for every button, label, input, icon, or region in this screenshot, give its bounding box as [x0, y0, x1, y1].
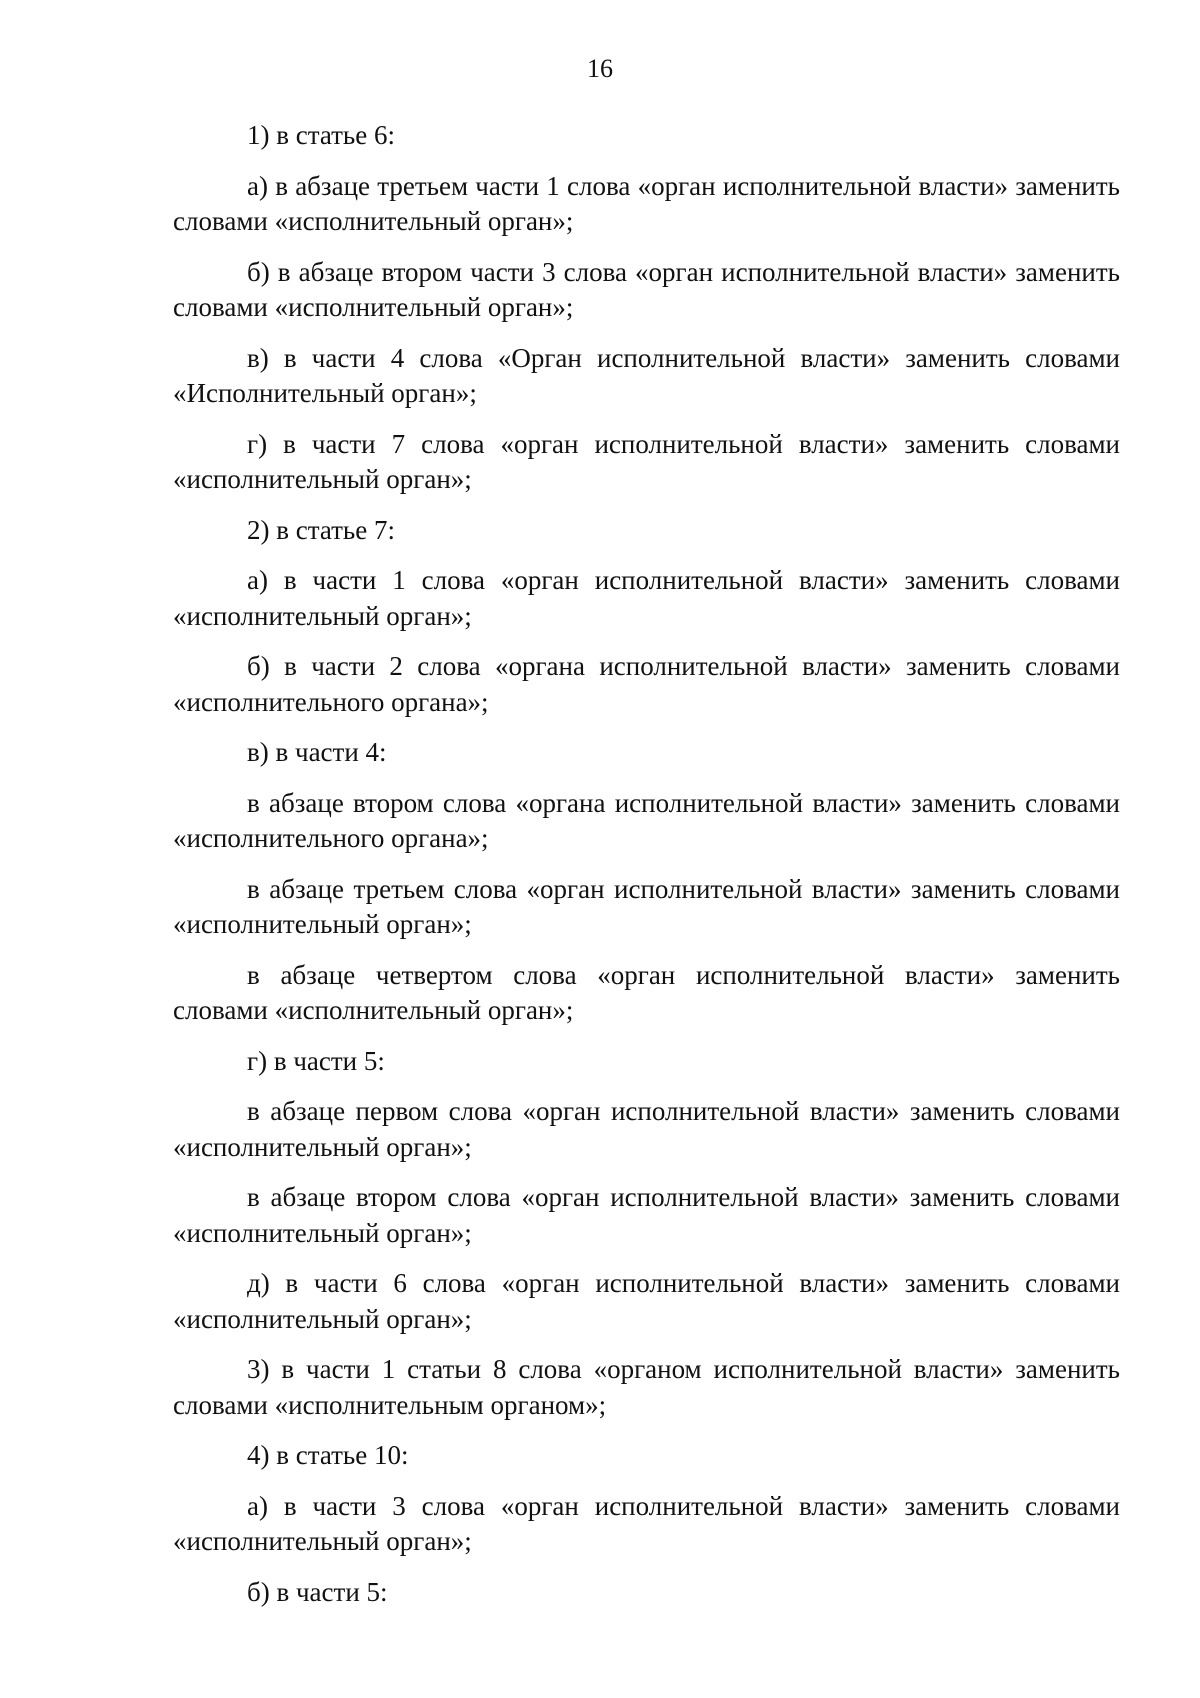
- paragraph: г) в части 7 слова «орган исполнительной власти» заменить словами «исполнительный орган»;: [173, 428, 1120, 494]
- paragraph: в абзаце втором слова «орган исполнительной власти» заменить словами «исполнительный орган»;: [173, 1182, 1120, 1248]
- paragraph: в абзаце первом слова «орган исполнительной власти» заменить словами «исполнительный орган»;: [173, 1096, 1120, 1162]
- page-number: 16: [587, 54, 613, 83]
- paragraph: г) в части 5:: [247, 1045, 385, 1076]
- paragraph: в абзаце третьем слова «орган исполнительной власти» заменить словами «исполнительный орган»;: [173, 873, 1120, 939]
- paragraph: в абзаце втором слова «органа исполнительной власти» заменить словами «исполнительного органа»;: [173, 787, 1120, 853]
- paragraph: 1) в статье 6:: [247, 120, 395, 150]
- paragraph: б) в части 5:: [247, 1576, 388, 1607]
- paragraph: д) в части 6 слова «орган исполнительной власти» заменить словами «исполнительный орган»;: [173, 1268, 1120, 1334]
- paragraph: б) в абзаце втором части 3 слова «орган исполнительной власти» заменить словами «исполнительный орган»;: [173, 256, 1120, 322]
- paragraph: в абзаце четвертом слова «орган исполнительной власти» заменить словами «исполнительный орган»;: [173, 959, 1120, 1025]
- paragraph: 4) в статье 10:: [247, 1440, 409, 1470]
- paragraph: а) в части 3 слова «орган исполнительной власти» заменить словами «исполнительный орган»;: [173, 1490, 1120, 1556]
- paragraph: 2) в статье 7:: [247, 514, 395, 545]
- document-body: [173, 118, 1120, 1610]
- paragraph: 3) в части 1 статьи 8 слова «органом исполнительной власти» заменить словами «исполнительным органом»;: [173, 1354, 1120, 1420]
- paragraph: а) в абзаце третьем части 1 слова «орган исполнительной власти» заменить словами «исполнительный орган»;: [173, 170, 1120, 236]
- paragraph: в) в части 4 слова «Орган исполнительной власти» заменить словами «Исполнительный орган»;: [173, 342, 1120, 408]
- paragraph: б) в части 2 слова «органа исполнительной власти» заменить словами «исполнительного органа»;: [173, 651, 1120, 717]
- paragraph: в) в части 4:: [247, 737, 387, 767]
- paragraph: а) в части 1 слова «орган исполнительной власти» заменить словами «исполнительный орган»;: [173, 565, 1120, 631]
